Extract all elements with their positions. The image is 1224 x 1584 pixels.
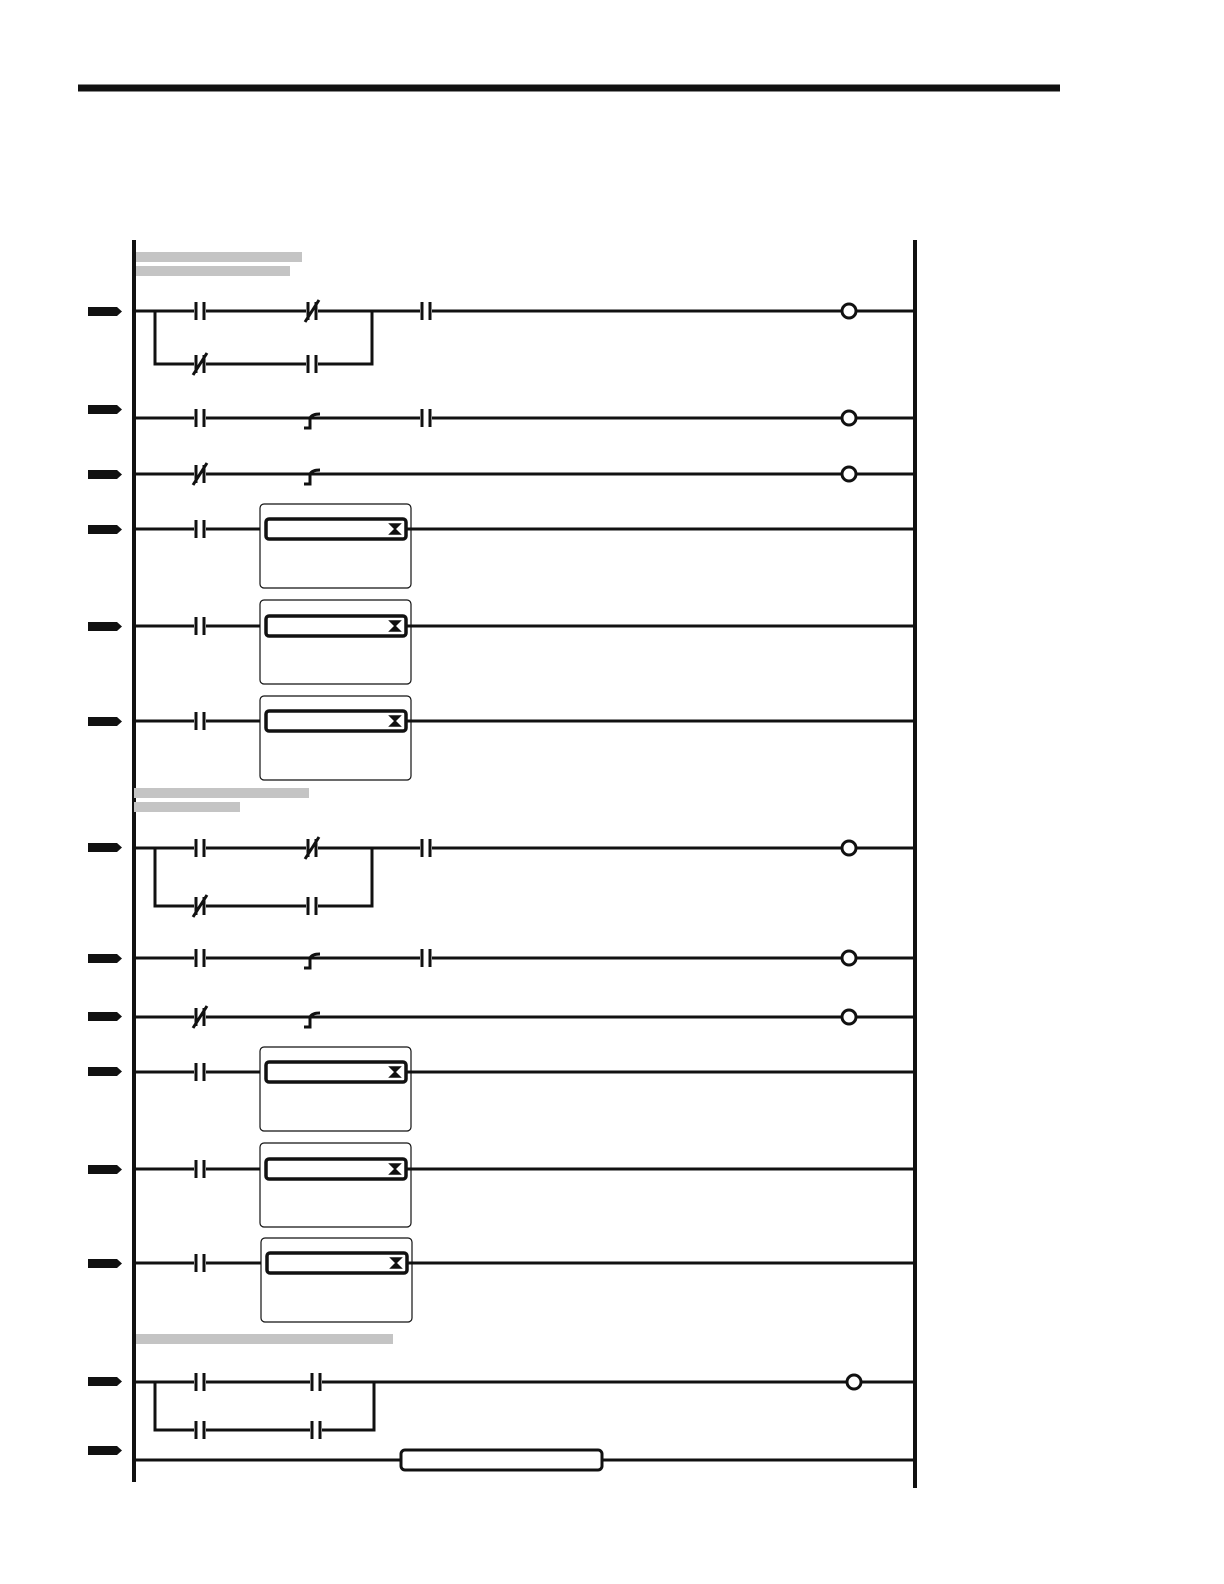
nc-contact [193,1006,207,1028]
rung-marker-13 [88,1377,122,1386]
rung-2 [134,409,913,428]
no-contact [308,355,316,373]
instruction-block [401,1450,602,1470]
no-contact [422,409,430,427]
section-3-label-redacted [136,1334,393,1344]
timer-block [260,696,411,780]
rung-6 [134,696,913,780]
no-contact [196,949,204,967]
rung-marker-5 [88,622,122,631]
output-coil [842,411,856,425]
no-contact [308,897,316,915]
no-contact [312,1421,320,1439]
section-1-label-redacted [136,252,302,276]
nc-contact [193,895,207,917]
section-2-label-redacted [134,788,309,812]
rung-marker-1 [88,307,122,316]
output-coil [842,304,856,318]
rung-5 [134,600,913,684]
rung-marker-8 [88,954,122,963]
no-contact [196,1373,204,1391]
rung-marker-11 [88,1165,122,1174]
rung-4 [134,504,913,588]
timer-block [260,504,411,588]
nc-contact [193,353,207,375]
nc-contact [193,463,207,485]
rung-1 [134,300,913,375]
no-contact [196,617,204,635]
rung-13 [134,1373,913,1439]
rung-markers [88,307,122,1455]
rung-marker-9 [88,1012,122,1021]
rung-marker-3 [88,470,122,479]
rung-7 [134,837,913,917]
output-coil [842,951,856,965]
output-coil [842,467,856,481]
rung-11 [134,1143,913,1227]
no-contact [196,1160,204,1178]
nc-contact [305,837,319,859]
no-contact [196,1421,204,1439]
timer-block [261,1238,412,1322]
output-coil [842,1010,856,1024]
no-contact [196,1063,204,1081]
no-contact [196,409,204,427]
no-contact [422,949,430,967]
rung-14 [134,1450,913,1470]
rung-12 [134,1238,913,1322]
rung-3 [134,463,913,485]
rung-marker-10 [88,1067,122,1076]
timer-block [260,1047,411,1131]
no-contact [196,1254,204,1272]
rung-marker-6 [88,717,122,726]
nc-contact [305,300,319,322]
no-contact [422,839,430,857]
rung-9 [134,1006,913,1028]
no-contact [196,712,204,730]
rung-marker-2 [88,405,122,414]
one-shot-symbol [304,1013,320,1027]
rung-marker-7 [88,843,122,852]
output-coil [847,1375,861,1389]
rung-marker-14 [88,1446,122,1455]
one-shot-symbol [304,954,320,968]
timer-block [260,600,411,684]
timer-block [260,1143,411,1227]
no-contact [422,302,430,320]
no-contact [312,1373,320,1391]
rung-10 [134,1047,913,1131]
one-shot-symbol [304,470,320,484]
no-contact [196,302,204,320]
no-contact [196,839,204,857]
no-contact [196,520,204,538]
rung-8 [134,949,913,968]
rung-marker-12 [88,1259,122,1268]
one-shot-symbol [304,414,320,428]
rung-marker-4 [88,525,122,534]
output-coil [842,841,856,855]
